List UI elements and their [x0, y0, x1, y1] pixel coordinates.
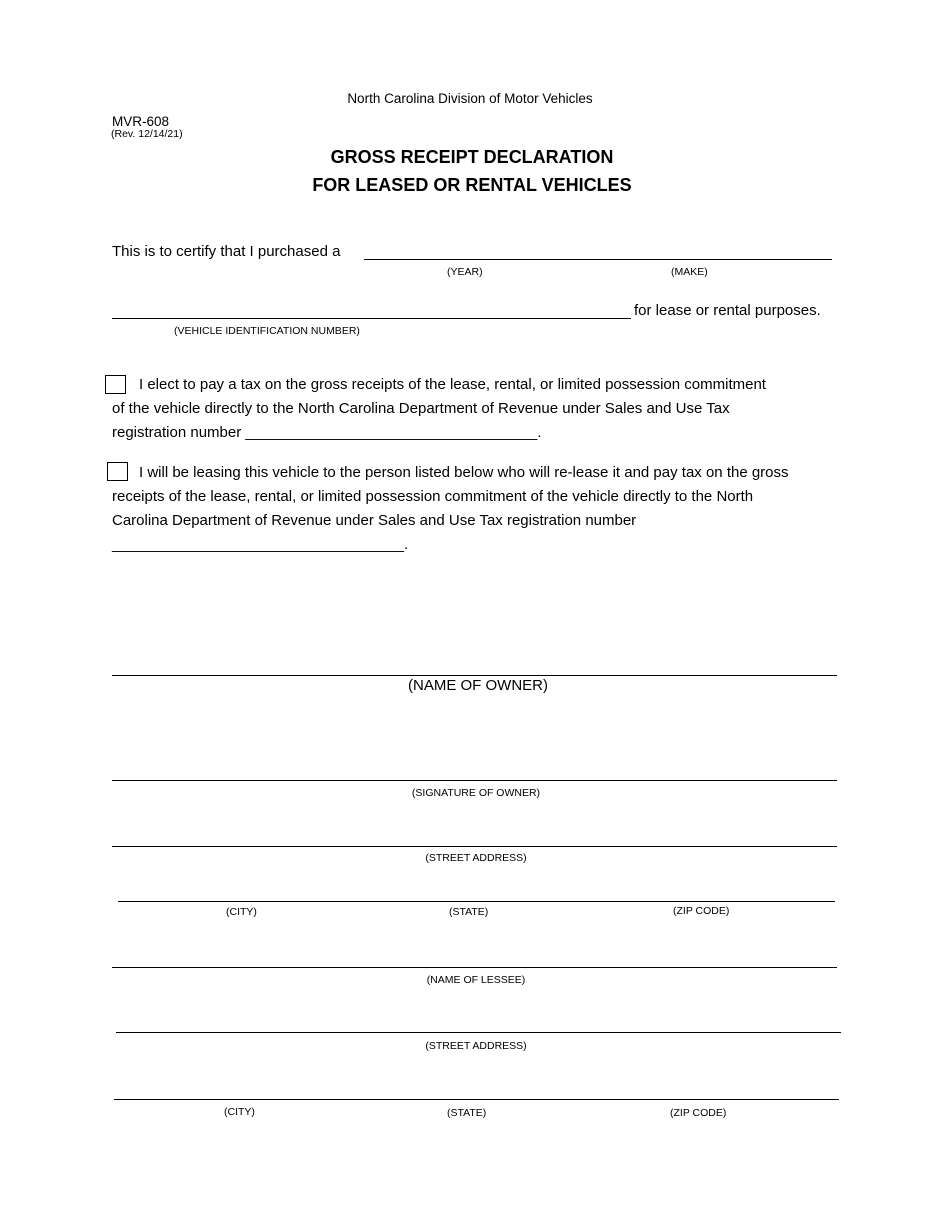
vin-label: (VEHICLE IDENTIFICATION NUMBER): [174, 325, 360, 337]
owner-city-label: (CITY): [226, 906, 257, 918]
owner-street-label: (STREET ADDRESS): [425, 852, 527, 864]
option2-line-1: I will be leasing this vehicle to the person listed below who will re-lease it and pay tax on the gross: [139, 464, 789, 481]
option2-line-2: receipts of the lease, rental, or limited possession commitment of the vehicle directly to the North: [112, 488, 754, 505]
lessee-city-label: (CITY): [224, 1106, 255, 1118]
form-number: MVR-608: [112, 114, 170, 129]
owner-signature-field[interactable]: [112, 780, 837, 781]
lessee-street-field[interactable]: [116, 1032, 841, 1033]
vin-field[interactable]: [112, 318, 631, 319]
owner-city-state-zip-field[interactable]: [118, 901, 835, 902]
certify-intro: This is to certify that I purchased a: [112, 243, 341, 260]
option2-registration-line[interactable]: ___________________________________.: [112, 536, 409, 553]
lessee-street-label: (STREET ADDRESS): [425, 1040, 527, 1052]
lessee-name-label: (NAME OF LESSEE): [426, 974, 526, 986]
option1-registration-line[interactable]: registration number ___________________________________.: [112, 424, 542, 441]
purpose-text: for lease or rental purposes.: [634, 302, 821, 319]
make-label: (MAKE): [671, 266, 708, 278]
option1-line-2: of the vehicle directly to the North Carolina Department of Revenue under Sales and Use Tax: [112, 400, 730, 417]
lessee-zip-label: (ZIP CODE): [670, 1107, 727, 1119]
lessee-city-state-zip-field[interactable]: [114, 1099, 839, 1100]
year-label: (YEAR): [447, 266, 483, 278]
owner-street-field[interactable]: [112, 846, 837, 847]
agency-name: North Carolina Division of Motor Vehicles: [347, 91, 593, 106]
owner-signature-label: (SIGNATURE OF OWNER): [411, 787, 541, 799]
owner-state-label: (STATE): [449, 906, 489, 918]
elect-to-pay-tax-checkbox[interactable]: [105, 375, 126, 394]
option2-line-3: Carolina Department of Revenue under Sales and Use Tax registration number: [112, 512, 637, 529]
year-make-field[interactable]: [364, 259, 832, 260]
option1-line-1: I elect to pay a tax on the gross receipts of the lease, rental, or limited possession commitment: [139, 376, 766, 393]
re-lease-checkbox[interactable]: [107, 462, 128, 481]
form-title-line-2: FOR LEASED OR RENTAL VEHICLES: [312, 175, 632, 195]
owner-name-field[interactable]: [112, 675, 837, 676]
revision-date: (Rev. 12/14/21): [111, 128, 183, 140]
lessee-state-label: (STATE): [447, 1107, 487, 1119]
owner-name-label: (NAME OF OWNER): [408, 677, 548, 694]
form-title-line-1: GROSS RECEIPT DECLARATION: [330, 147, 614, 167]
lessee-name-field[interactable]: [112, 967, 837, 968]
owner-zip-label: (ZIP CODE): [673, 905, 730, 917]
